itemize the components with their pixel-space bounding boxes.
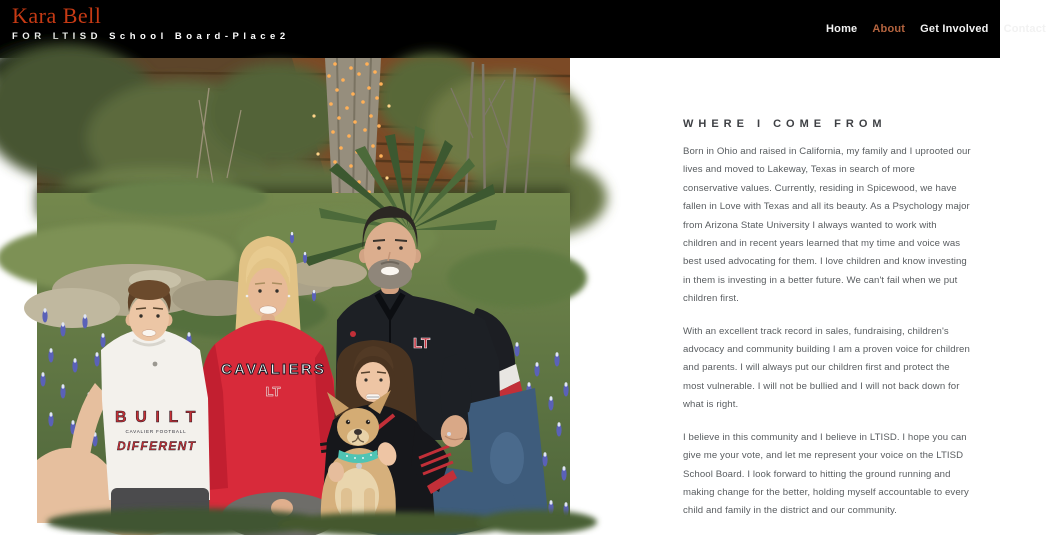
- nav-item-about[interactable]: About: [872, 23, 906, 35]
- son-shirt-text-top: BUILT: [115, 409, 197, 426]
- article-paragraph-3: I believe in this community and I believe in LTISD. I hope you can give me your vote, and let me represent your voice on the LTISD School Board. I look forward to hitting the ground running and making change for the better, holding myself accountable to every child and family in the district and our community.: [683, 431, 969, 517]
- about-article: [683, 118, 971, 535]
- son-shirt-text-bottom: DIFFERENT: [117, 439, 195, 453]
- article-heading: WHERE I COME FROM: [683, 118, 887, 130]
- article-paragraph-1: Born in Ohio and raised in California, my family and I uprooted our lives and moved to Lakeway, Texas in search of more conservative values. Currently, residing in Spicewood, we have fallen in Love with Texas and all its beauty. As a Psychology major from Arizona State University I always wanted to work with children and in recent years learned that my time and voice was best used advocating for them. I love children and know investing in them is investing in a better future. We can't fail when we put children first.: [683, 146, 971, 305]
- nav-item-contact[interactable]: Contact: [1003, 23, 1046, 35]
- daughter-hand-left: [328, 462, 344, 482]
- site-header: [0, 0, 1046, 58]
- ua-logo-dad: [350, 331, 356, 337]
- site-logo-title[interactable]: Kara Bell: [12, 3, 102, 28]
- article-paragraph-2: With an excellent track record in sales, fundraising, children's advocacy and community building I am a proven voice for children and parents. I will always put our children first and protect the most vulnerable. I will not be bullied and I will not back down for what is right.: [683, 325, 970, 411]
- family-photo-illustration: [37, 58, 570, 523]
- nav-item-get-involved[interactable]: Get Involved: [920, 23, 989, 35]
- mom-shirt-text: CAVALIERS: [221, 361, 325, 378]
- son-shirt-text-small: CAVALIER FOOTBALL: [125, 429, 187, 434]
- mom-shirt-logo: LT: [265, 384, 281, 399]
- site-logo-subtitle: FOR LTISD School Board-Place2: [12, 31, 290, 42]
- nav-item-home[interactable]: Home: [826, 23, 858, 35]
- main-nav: [826, 0, 1056, 58]
- dad-shirt-logo: LT: [413, 335, 431, 352]
- family-photo: [37, 58, 570, 523]
